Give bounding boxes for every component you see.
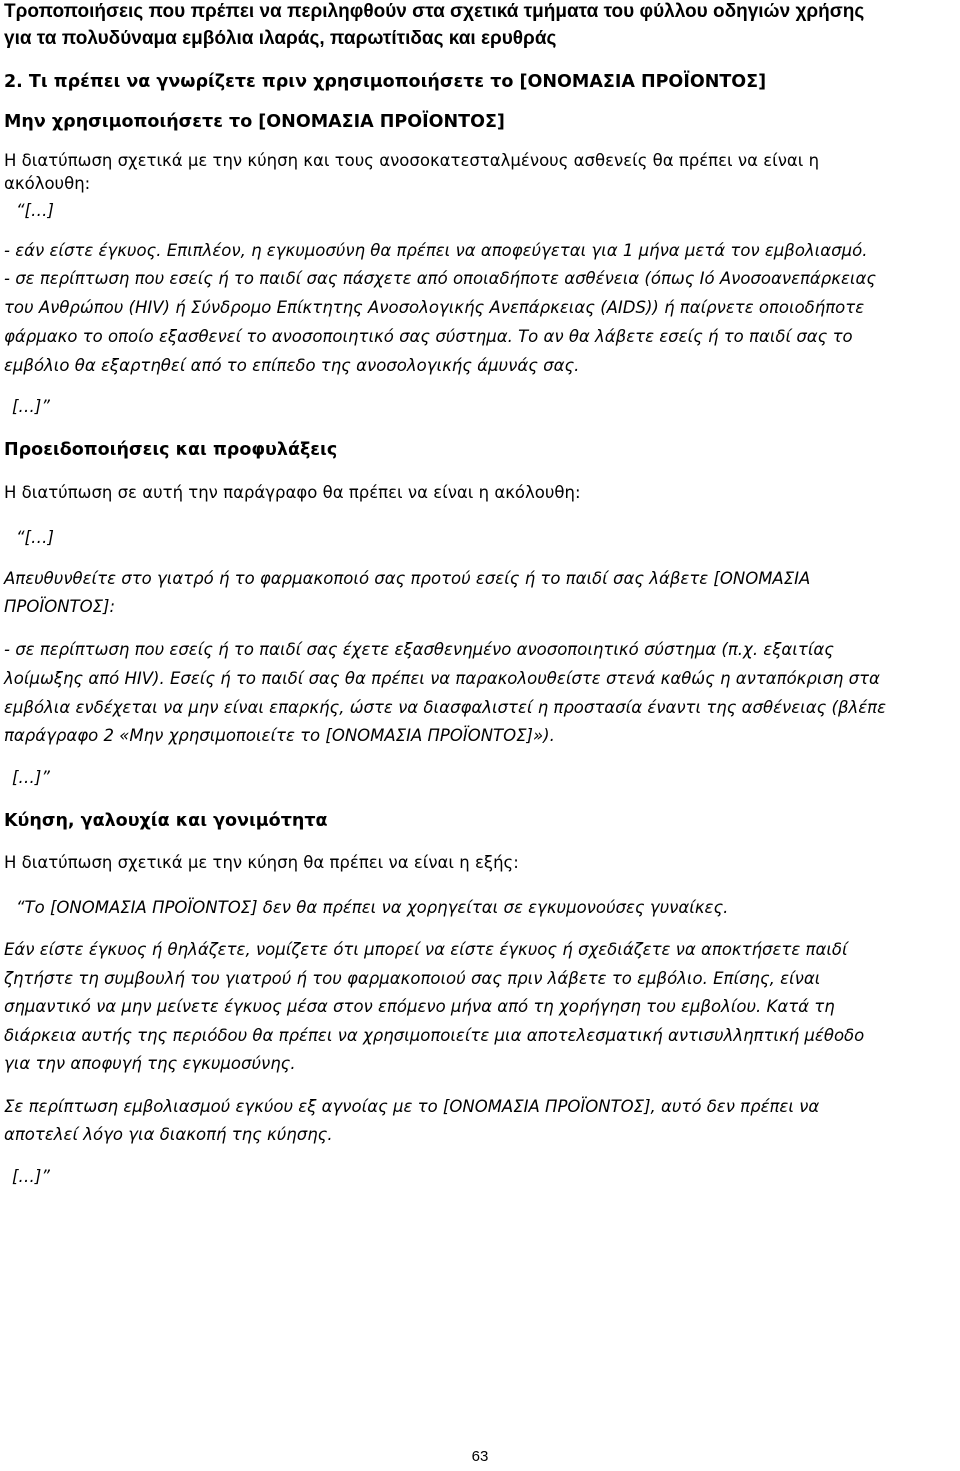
- consult-line-2: ΠΡΟΪΟΝΤΟΣ]:: [4, 597, 116, 616]
- section-2-heading: 2. Τι πρέπει να γνωρίζετε πριν χρησιμοποιήσετε το [ΟΝΟΜΑΣΙΑ ΠΡΟΪΟΝΤΟΣ]: [4, 72, 767, 92]
- inadvertent-vaccination-line-2: αποτελεί λόγο για διακοπή της κύησης.: [4, 1125, 333, 1144]
- pregnancy-advice-line-4: διάρκεια αυτής της περιόδου θα πρέπει να χρησιμοποιείτε μια αποτελεσματική αντισυλληπτική μέθοδο: [4, 1026, 865, 1045]
- open-ellipsis: “[…]: [16, 201, 54, 220]
- pregnancy-advice-line-1: Εάν είστε έγκυος ή θηλάζετε, νομίζετε ότι μπορεί να είστε έγκυος ή σχεδιάζετε να αποκτήσετε παιδί: [4, 940, 848, 959]
- weakened-immunity-line-3: εμβόλια ενδέχεται να μην είναι επαρκής, ώστε να διασφαλιστεί η προστασία έναντι της ασθένειας (βλέπε: [4, 698, 887, 717]
- weakened-immunity-line-1: - σε περίπτωση που εσείς ή το παιδί σας έχετε εξασθενημένο ανοσοποιητικό σύστημα (π.χ. εξαιτίας: [4, 640, 834, 659]
- intro-line-1: Η διατύπωση σχετικά με την κύηση και τους ανοσοκατεσταλμένους ασθενείς θα πρέπει να είναι η: [4, 151, 820, 170]
- consult-line-1: Απευθυνθείτε στο γιατρό ή το φαρμακοποιό σας προτού εσείς ή το παιδί σας λάβετε [ΟΝΟΜΑΣΙΑ: [4, 569, 811, 588]
- warnings-heading: Προειδοποιήσεις και προφυλάξεις: [4, 440, 338, 460]
- warnings-open-ellipsis: “[…]: [16, 528, 54, 547]
- pregnant-contraindication: - εάν είστε έγκυος. Επιπλέον, η εγκυμοσύνη θα πρέπει να αποφεύγεται για 1 μήνα μετά τον εμβολιασμό.: [4, 241, 868, 260]
- section-2-subheading: Μην χρησιμοποιήσετε το [ΟΝΟΜΑΣΙΑ ΠΡΟΪΟΝΤΟΣ]: [4, 112, 505, 132]
- warnings-close-ellipsis: […]”: [12, 768, 50, 787]
- pregnancy-close-ellipsis: […]”: [12, 1167, 50, 1186]
- inadvertent-vaccination-line-1: Σε περίπτωση εμβολιασμού εγκύου εξ αγνοίας με το [ΟΝΟΜΑΣΙΑ ΠΡΟΪΟΝΤΟΣ], αυτό δεν πρέπει να: [4, 1097, 820, 1116]
- pregnancy-statement: “Το [ΟΝΟΜΑΣΙΑ ΠΡΟΪΟΝΤΟΣ] δεν θα πρέπει να χορηγείται σε εγκυμονούσες γυναίκες.: [16, 898, 729, 917]
- immune-contraindication-line-3: φάρμακο το οποίο εξασθενεί το ανοσοποιητικό σας σύστημα. Το αν θα λάβετε εσείς ή το παιδί σας το: [4, 327, 853, 346]
- title-line-2: για τα πολυδύναμα εμβόλια ιλαράς, παρωτίτιδας και ερυθράς: [4, 28, 557, 49]
- pregnancy-advice-line-2: ζητήστε τη συμβουλή του γιατρού ή του φαρμακοποιού σας πριν λάβετε το εμβόλιο. Επίσης, είναι: [4, 969, 821, 988]
- weakened-immunity-line-2: λοίμωξης από HIV). Εσείς ή το παιδί σας θα πρέπει να παρακολουθείστε στενά καθώς η ανταπόκριση στα: [4, 669, 880, 688]
- title-line-1: Τροποποιήσεις που πρέπει να περιληφθούν στα σχετικά τμήματα του φύλλου οδηγιών χρήσης: [4, 1, 865, 22]
- immune-contraindication-line-1: - σε περίπτωση που εσείς ή το παιδί σας πάσχετε από οποιαδήποτε ασθένεια (όπως Ιό Ανοσοανεπάρκειας: [4, 269, 877, 288]
- weakened-immunity-line-4: παράγραφο 2 «Μην χρησιμοποιείτε το [ΟΝΟΜΑΣΙΑ ΠΡΟΪΟΝΤΟΣ]»).: [4, 726, 555, 745]
- page-number: 63: [471, 1448, 489, 1465]
- close-ellipsis: […]”: [12, 397, 50, 416]
- warnings-intro: Η διατύπωση σε αυτή την παράγραφο θα πρέπει να είναι η ακόλουθη:: [4, 483, 581, 502]
- pregnancy-advice-line-5: για την αποφυγή της εγκυμοσύνης.: [4, 1054, 296, 1073]
- immune-contraindication-line-2: του Ανθρώπου (HIV) ή Σύνδρομο Επίκτητης Ανοσολογικής Ανεπάρκειας (AIDS)) ή παίρνετε οποιοδήποτε: [4, 298, 865, 317]
- pregnancy-advice-line-3: σημαντικό να μην μείνετε έγκυος μέσα στον επόμενο μήνα από τη χορήγηση του εμβολίου. Κατά τη: [4, 997, 835, 1016]
- pregnancy-intro: Η διατύπωση σχετικά με την κύηση θα πρέπει να είναι η εξής:: [4, 853, 519, 872]
- immune-contraindication-line-4: εμβόλιο θα εξαρτηθεί από το επίπεδο της ανοσολογικής άμυνάς σας.: [4, 356, 580, 375]
- pregnancy-heading: Κύηση, γαλουχία και γονιμότητα: [4, 811, 328, 831]
- intro-line-2: ακόλουθη:: [4, 174, 91, 193]
